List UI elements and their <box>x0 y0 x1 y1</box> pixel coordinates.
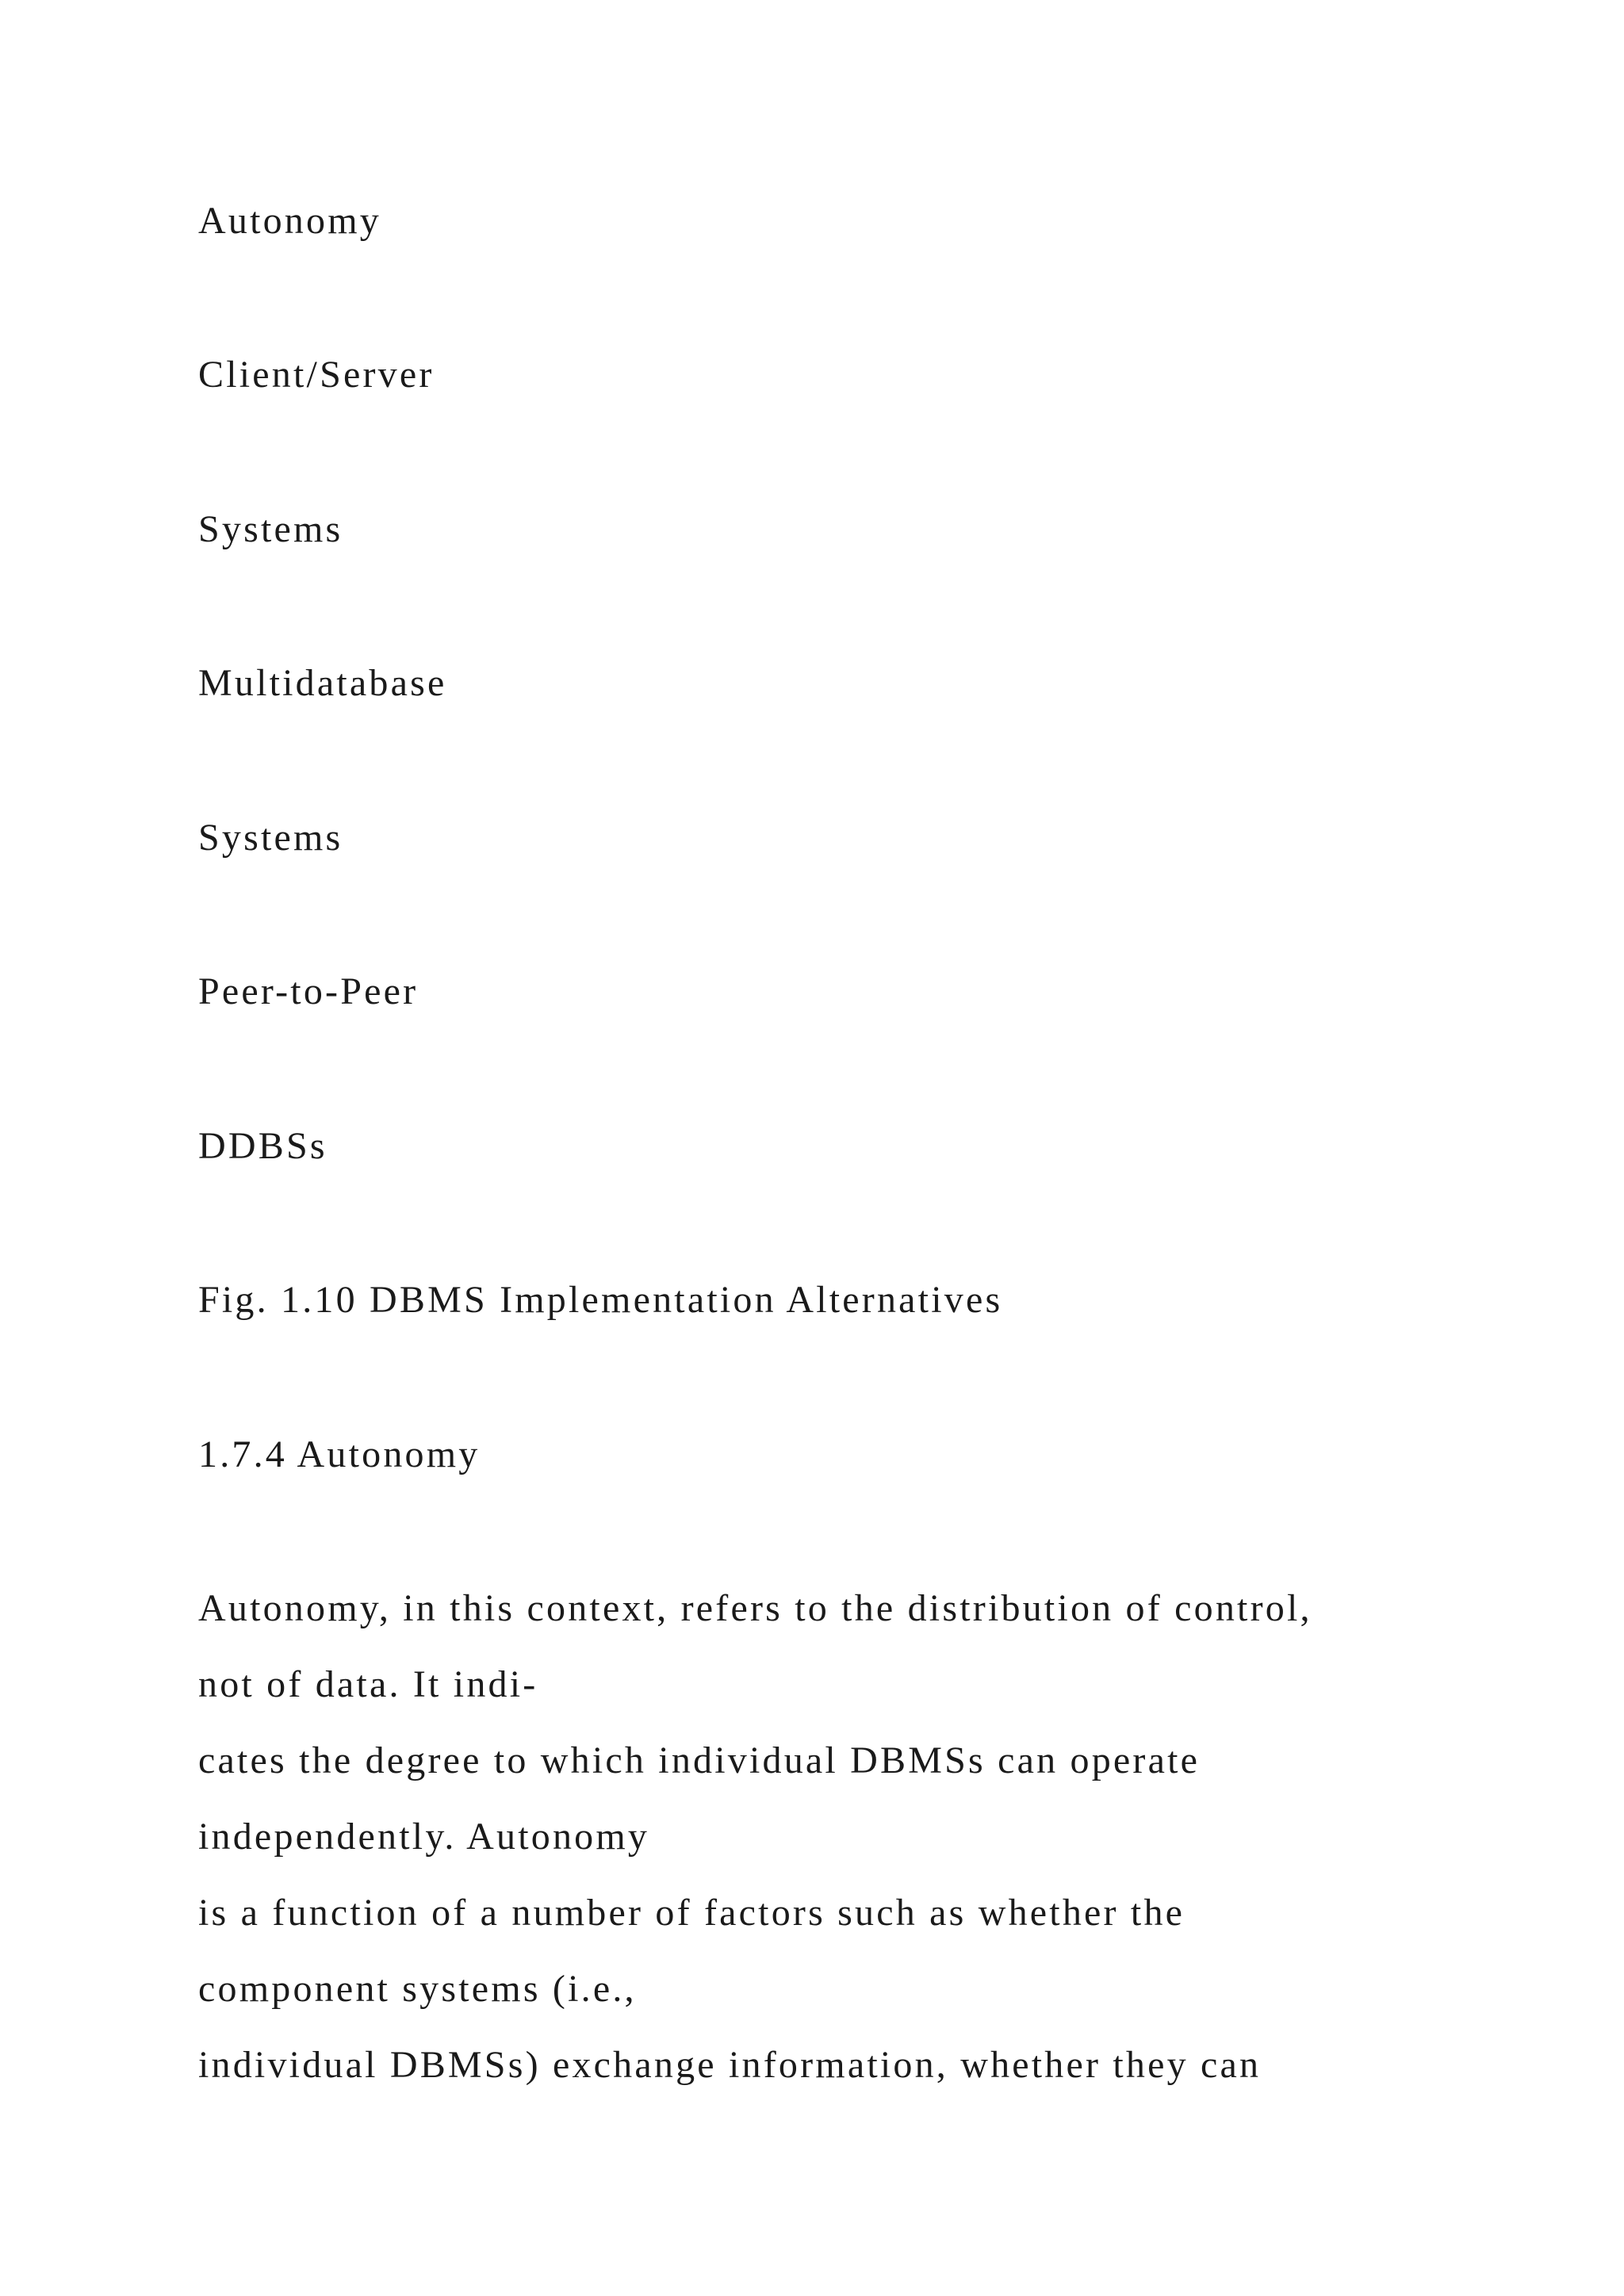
figure-label-peer-to-peer: Peer-to-Peer <box>198 970 419 1012</box>
paragraph-line-5: is a function of a number of factors such as whether the <box>198 1892 1185 1934</box>
paragraph-line-3: cates the degree to which individual DBMSs can operate <box>198 1739 1201 1781</box>
figure-label-ddbss: DDBSs <box>198 1125 327 1167</box>
paragraph-line-4: independently. Autonomy <box>198 1816 650 1858</box>
figure-label-multidatabase: Multidatabase <box>198 662 447 704</box>
section-heading: 1.7.4 Autonomy <box>198 1433 481 1475</box>
paragraph-line-7: individual DBMSs) exchange information, whether they can <box>198 2044 1262 2086</box>
figure-label-systems-2: Systems <box>198 817 343 859</box>
figure-label-client-server: Client/Server <box>198 354 435 396</box>
paragraph-line-2: not of data. It indi- <box>198 1663 538 1705</box>
figure-label-autonomy: Autonomy <box>198 200 381 242</box>
paragraph-line-1: Autonomy, in this context, refers to the distribution of control, <box>198 1587 1312 1629</box>
figure-caption: Fig. 1.10 DBMS Implementation Alternatives <box>198 1279 1003 1321</box>
paragraph-line-6: component systems (i.e., <box>198 1968 637 2010</box>
figure-label-systems-1: Systems <box>198 508 343 550</box>
